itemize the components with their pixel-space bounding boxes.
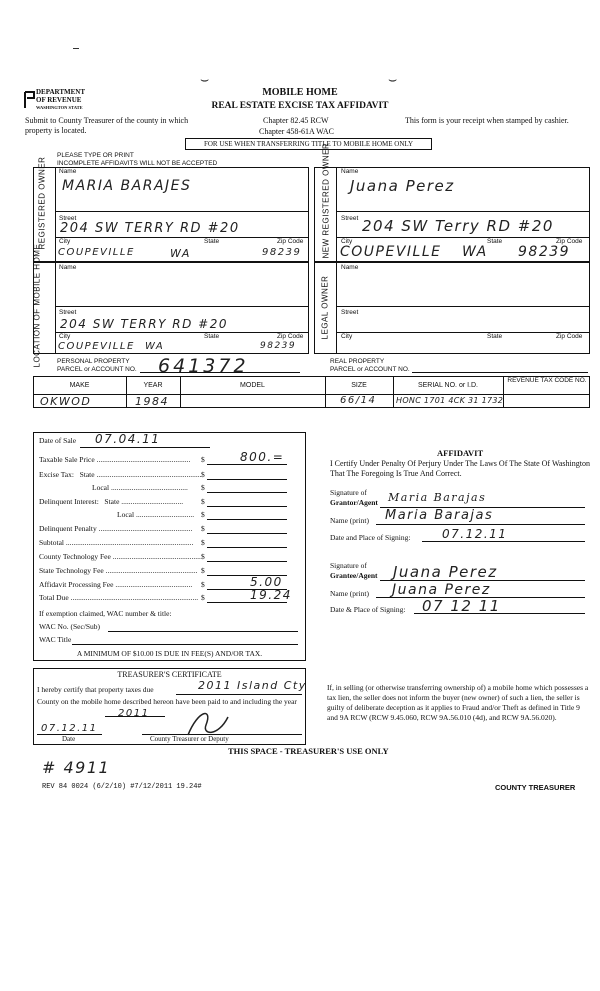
new-owner-label: NEW REGISTERED OWNER xyxy=(321,142,331,259)
grantee-date: 07 12 11 xyxy=(422,597,501,615)
grantor-name-label: Name (print) xyxy=(330,516,369,525)
taxable-row: Taxable Sale Price .................................................. xyxy=(39,455,191,464)
print-note1: PLEASE TYPE OR PRINT xyxy=(57,152,134,159)
treasurer-title: TREASURER'S CERTIFICATE xyxy=(117,670,222,679)
affidavit-title: AFFIDAVIT xyxy=(437,448,484,458)
tax-lien-warning: If, in selling (or otherwise transferring ownership of) a mobile home which possesses a tax lien, the seller does not inform the buyer (new owner) of such a lien, the seller is guilty of deliberate deception as it applies to Fraud and/or Theft as defined in Title 9 and 9A RCW (RCW 9.45.060, RCW 9A.56.010 (4d), and RCW 9A.56.020). xyxy=(327,683,589,722)
dept-line3: WASHINGTON STATE xyxy=(36,105,83,110)
street-label: Street xyxy=(341,215,359,222)
dollar-sign: $ xyxy=(201,470,205,479)
dollar-sign: $ xyxy=(201,510,205,519)
form-title xyxy=(200,87,400,111)
county-tech-label: County Technology Fee xyxy=(39,552,111,561)
col-model: MODEL xyxy=(240,382,265,389)
wac-title-label: WAC Title xyxy=(39,635,72,644)
affidavit-fee-label: Affidavit Processing Fee xyxy=(39,580,114,589)
delinq-penalty-label: Delinquent Penalty xyxy=(39,524,97,533)
affidavit-fee-row: Affidavit Processing Fee ......................................... xyxy=(39,580,193,589)
treasurer-year: 2011 xyxy=(118,708,150,719)
col-make: MAKE xyxy=(69,382,90,389)
vehicle-size: 66/14 xyxy=(340,395,377,406)
vehicle-year: 1984 xyxy=(135,395,169,408)
receipt-text: This form is your receipt when stamped by cashier. xyxy=(405,116,569,125)
name-label: Name xyxy=(341,264,359,271)
city-label: City xyxy=(341,333,353,340)
treasurer-use-note: THIS SPACE - TREASURER'S USE ONLY xyxy=(228,746,389,756)
reg-owner-zip: 98239 xyxy=(262,247,302,258)
delinq-local-row: Local ............................... xyxy=(117,510,195,519)
treasurer-county: 2011 Island Cty xyxy=(198,679,307,692)
dor-emblem-icon xyxy=(22,90,36,110)
grantor-date: 07.12.11 xyxy=(442,527,508,541)
excise-local-label: Local xyxy=(92,483,110,492)
treasurer-date-label: Date xyxy=(62,735,76,743)
delinq-interest-label: Delinquent Interest: xyxy=(39,497,99,506)
registered-owner-label: REGISTERED OWNER xyxy=(37,156,47,250)
wac-no-label: WAC No. (Sec/Sub) xyxy=(39,622,101,631)
legal-owner-label: LEGAL OWNER xyxy=(320,275,330,340)
col-revenue: REVENUE TAX CODE NO. xyxy=(507,377,587,384)
delinq-penalty-row: Delinquent Penalty .................................................. xyxy=(39,524,193,533)
total-value: 19.24 xyxy=(250,588,292,602)
chapter-wac: Chapter 458-61A WAC xyxy=(259,127,334,136)
location-zip: 98239 xyxy=(260,341,297,351)
receipt-number: # 4911 xyxy=(42,758,111,777)
state-tech-row: State Technology Fee ................................................. xyxy=(39,566,198,575)
legal-owner-box xyxy=(314,262,590,354)
state-tech-label: State Technology Fee xyxy=(39,566,104,575)
print-note2: INCOMPLETE AFFIDAVITS WILL NOT BE ACCEPTED xyxy=(57,160,218,167)
col-serial: SERIAL NO. or I.D. xyxy=(417,382,479,389)
city-label: City xyxy=(59,333,71,340)
date-of-sale-value: 07.04.11 xyxy=(95,432,161,446)
excise-label: Excise Tax: xyxy=(39,470,74,479)
excise-local-row: Local ......................................... xyxy=(92,483,188,492)
tick-mark: ⌣ xyxy=(200,73,210,88)
county-treasurer-label: COUNTY TREASURER xyxy=(495,783,576,792)
new-owner-name: Juana Perez xyxy=(350,177,455,195)
state-label: State xyxy=(487,238,503,245)
grantor-name: Maria Barajas xyxy=(385,508,494,523)
exemption-label: If exemption claimed, WAC number & title: xyxy=(39,609,172,618)
zip-label: Zip Code xyxy=(277,238,304,245)
vehicle-make: OKWOD xyxy=(40,395,92,408)
grantee-name: Juana Perez xyxy=(392,582,491,598)
dollar-sign: $ xyxy=(201,538,205,547)
parcel-number: 641372 xyxy=(158,355,249,377)
grantee-date-label: Date & Place of Signing: xyxy=(330,605,406,614)
treasurer-sig-label: County Treasurer or Deputy xyxy=(150,735,229,743)
subtotal-row: Subtotal .................................................................... xyxy=(39,538,194,547)
sig-of-label: Signature of xyxy=(330,561,367,570)
subtotal-label: Subtotal xyxy=(39,538,65,547)
grantor-date-label: Date and Place of Signing: xyxy=(330,533,411,542)
zip-label: Zip Code xyxy=(556,238,583,245)
dept-line1: DEPARTMENT xyxy=(36,88,86,96)
excise-state-label: State xyxy=(79,470,95,479)
use-banner-text: FOR USE WHEN TRANSFERRING TITLE TO MOBILE HOME ONLY xyxy=(203,140,414,148)
delinq-interest-row: Delinquent Interest: State ................................. xyxy=(39,497,184,506)
col-year: YEAR xyxy=(143,382,163,389)
total-row: Total Due .................................................................... xyxy=(39,593,199,602)
cashier-stamp: REV 84 0024 (6/2/10) #7/12/2011 19.24# xyxy=(42,783,202,791)
delinq-state-label: State xyxy=(104,497,120,506)
dollar-sign: $ xyxy=(201,580,205,589)
city-label: City xyxy=(59,238,71,245)
delinq-local-label: Local xyxy=(117,510,135,519)
zip-label: Zip Code xyxy=(556,333,583,340)
grantor-signature: Maria Barajas xyxy=(388,491,487,504)
grantee-name-label: Name (print) xyxy=(330,589,369,598)
use-banner xyxy=(185,138,432,150)
taxable-label: Taxable Sale Price xyxy=(39,455,95,464)
parcel-account-label2: PARCEL or ACCOUNT NO. xyxy=(330,366,410,373)
treasurer-date: 07.12.11 xyxy=(41,723,98,734)
state-label: State xyxy=(204,333,220,340)
new-owner-zip: 98239 xyxy=(518,244,571,260)
date-of-sale-label: Date of Sale xyxy=(39,436,77,445)
reg-owner-state: WA xyxy=(170,247,191,260)
location-city: COUPEVILLE xyxy=(58,341,135,352)
dollar-sign: $ xyxy=(201,524,205,533)
real-property-label: REAL PROPERTY xyxy=(330,358,385,365)
chapter-rcw: Chapter 82.45 RCW xyxy=(263,116,329,125)
page-dash xyxy=(73,48,79,49)
grantor-label: Grantor/Agent xyxy=(330,498,378,507)
street-label: Street xyxy=(59,215,77,222)
street-label: Street xyxy=(59,309,77,316)
state-label: State xyxy=(487,333,503,340)
total-label: Total Due xyxy=(39,593,69,602)
reg-owner-street: 204 SW TERRY RD #20 xyxy=(60,221,240,236)
location-label: LOCATION OF MOBILE HOME xyxy=(32,243,42,368)
submit-text: Submit to County Treasurer of the county in which property is located. xyxy=(25,116,189,135)
reg-owner-city: COUPEVILLE xyxy=(58,247,135,258)
new-owner-state: WA xyxy=(462,244,488,260)
taxable-value: 800.= xyxy=(240,450,285,464)
excise-row: Excise Tax: State ........................................................ xyxy=(39,470,202,479)
dollar-sign: $ xyxy=(201,593,205,602)
location-state: WA xyxy=(145,341,165,352)
affidavit-statement: I Certify Under Penalty Of Perjury Under The Laws Of The State Of Washington That The Foregoing Is True And Correct. xyxy=(330,459,590,478)
personal-property-label: PERSONAL PROPERTY xyxy=(57,358,130,365)
vehicle-serial: HONC 1701 4CK 31 1732 xyxy=(396,396,504,405)
affidavit-fee-value: 5.00 xyxy=(250,575,283,589)
street-label: Street xyxy=(341,309,359,316)
dollar-sign: $ xyxy=(201,497,205,506)
reg-owner-name: MARIA BARAJES xyxy=(62,178,192,194)
dor-logo xyxy=(22,88,94,116)
dept-line2: OF REVENUE xyxy=(36,96,82,104)
location-street: 204 SW TERRY RD #20 xyxy=(60,317,228,331)
parcel-account-label: PARCEL or ACCOUNT NO. xyxy=(57,366,137,373)
date-of-sale-row xyxy=(39,436,289,445)
dollar-sign: $ xyxy=(201,455,205,464)
grantee-label: Grantee/Agent xyxy=(330,571,378,580)
dollar-sign: $ xyxy=(201,566,205,575)
zip-label: Zip Code xyxy=(277,333,304,340)
state-label: State xyxy=(204,238,220,245)
col-size: SIZE xyxy=(351,382,367,389)
county-tech-row: County Technology Fee ............................................... xyxy=(39,552,201,561)
city-label: City xyxy=(341,238,353,245)
name-label: Name xyxy=(59,264,77,271)
title-line1: MOBILE HOME xyxy=(262,87,338,98)
name-label: Name xyxy=(341,168,359,175)
grantee-signature: Juana Perez xyxy=(393,563,498,581)
treasurer-text1: I hereby certify that property taxes due xyxy=(37,685,154,694)
dollar-sign: $ xyxy=(201,552,205,561)
dollar-sign: $ xyxy=(201,483,205,492)
minimum-note: A MINIMUM OF $10.00 IS DUE IN FEE(S) AND/OR TAX. xyxy=(76,649,263,658)
new-owner-street: 204 SW Terry RD #20 xyxy=(362,217,554,235)
sig-of-label: Signature of xyxy=(330,488,367,497)
new-owner-city: COUPEVILLE xyxy=(340,244,442,260)
title-line2: REAL ESTATE EXCISE TAX AFFIDAVIT xyxy=(211,101,389,111)
treasurer-text2: County on the mobile home described hereon have been paid to and including the year xyxy=(37,697,297,706)
name-label: Name xyxy=(59,168,77,175)
tick-mark: ⌣ xyxy=(388,73,398,88)
